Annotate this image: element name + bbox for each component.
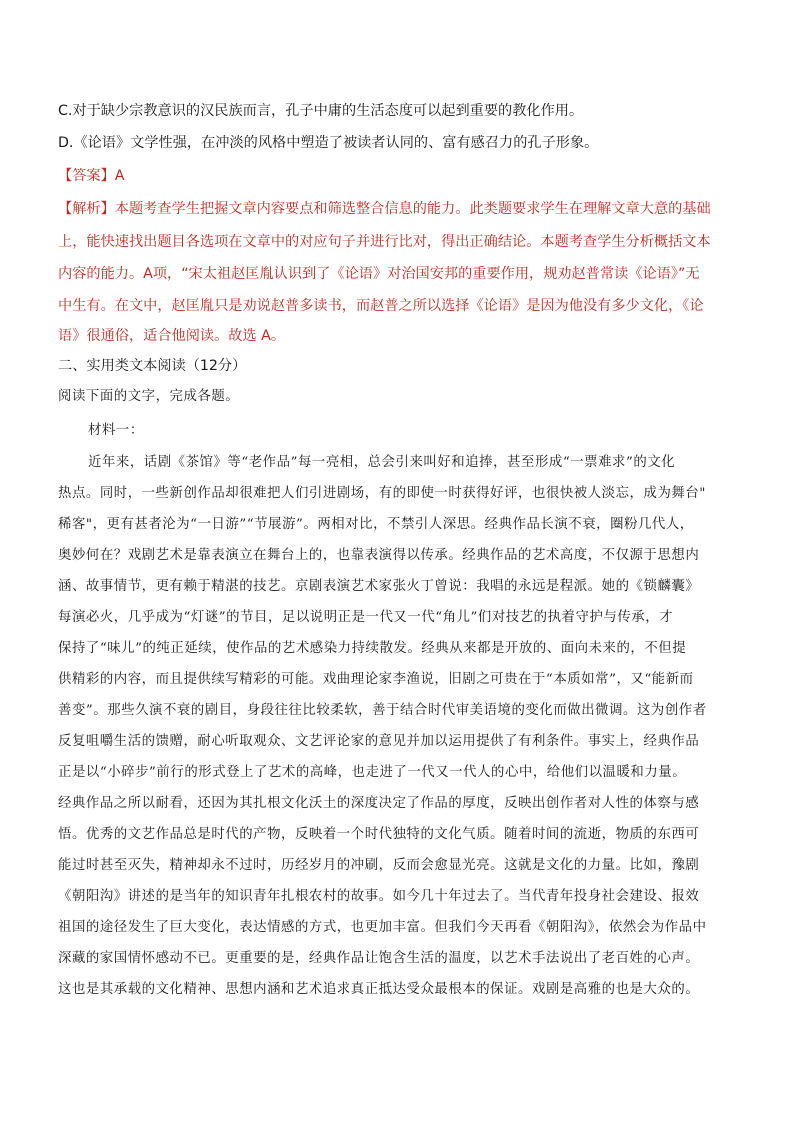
analysis-line: 内容的能力。A项，“宋太祖赵匡胤认识到了《论语》对治国安邦的重要作用，规劝赵普常读《论语》”无 (58, 266, 700, 282)
passage-line: 这也是其承载的文化精神、思想内涵和艺术追求真正抵达受众最根本的保证。戏剧是高雅的也是大众的。 (58, 982, 700, 997)
passage-line: 善变”。那些久演不衰的剧目，身段往往比较柔软，善于结合时代审美语境的变化而做出微调。这为创作者 (58, 703, 707, 718)
passage-line: 深藏的家国情怀感动不已。更重要的是，经典作品让饱含生活的温度，以艺术手法说出了老百姓的心声。 (58, 951, 700, 966)
analysis-line: 上，能快速找出题目各选项在文章中的对应句子并进行比对，得出正确结论。本题考查学生分析概括文本 (58, 234, 711, 250)
passage-line: 奥妙何在？戏剧艺术是靠表演立在舞台上的，也靠表演得以传承。经典作品的艺术高度，不仅源于思想内 (58, 548, 700, 563)
passage-line: 正是以“小碎步”前行的形式登上了艺术的高峰，也走进了一代又一代人的心中，给他们以温暖和力量。 (58, 765, 687, 780)
analysis-line: 中生有。在文中，赵匡胤只是劝说赵普多读书，而赵普之所以选择《论语》是因为他没有多少文化，《论 (58, 298, 704, 314)
passage-line: 热点。同时，一些新创作品却很难把人们引进剧场，有的即使一时获得好评，也很快被人淡忘，成为舞台" (58, 486, 706, 501)
answer-value: A (114, 168, 125, 184)
passage-line: 能过时甚至灭失，精神却永不过时，历经岁月的冲刷，反而会愈显光亮。这就是文化的力量。比如，豫剧 (58, 858, 700, 873)
passage-line: 反复咀嚼生活的馈赠，耐心听取观众、文艺评论家的意见并加以运用提供了有利条件。事实上，经典作品 (58, 734, 700, 749)
analysis-label: 【解析】 (58, 201, 115, 217)
passage-line: 每演必火，几乎成为“灯谜”的节目，足以说明正是一代又一代“角儿”们对技艺的执着守护与传承，才 (58, 610, 674, 625)
passage-line: 悟。优秀的文艺作品总是时代的产物，反映着一个时代独特的文化气质。随着时间的流逝，物质的东西可 (58, 827, 700, 842)
option-c: C.对于缺少宗教意识的汉民族而言，孔子中庸的生活态度可以起到重要的教化作用。 (58, 103, 584, 119)
passage-line: 供精彩的内容，而且提供续写精彩的可能。戏曲理论家李渔说，旧剧之可贵在于“本质如常”，又“能新而 (58, 672, 694, 687)
option-d: D.《论语》文学性强，在冲淡的风格中塑造了被读者认同的、富有感召力的孔子形象。 (58, 135, 599, 151)
analysis-text: 本题考查学生把握文章内容要点和筛选整合信息的能力。此类题要求学生在理解文章大意的基础 (114, 201, 711, 217)
section-heading: 二、实用类文本阅读（12分） (58, 358, 247, 374)
analysis-line (58, 199, 711, 219)
passage-line: 经典作品之所以耐看，还因为其扎根文化沃土的深度决定了作品的厚度，反映出创作者对人性的体察与感 (58, 796, 700, 811)
analysis-line: 语》很通俗，适合他阅读。故选 A。 (58, 328, 286, 344)
passage-line: 稀客"，更有甚者沦为“一日游”“节展游”。两相对比，不禁引人深思。经典作品长演不衰，圈粉几代人， (58, 517, 694, 532)
passage-line: 涵、故事情节，更有赖于精湛的技艺。京剧表演艺术家张火丁曾说：我唱的永远是程派。她的《锁麟囊》 (58, 579, 700, 594)
passage-line: 《朝阳沟》讲述的是当年的知识青年扎根农村的故事。如今几十年过去了。当代青年投身社会建设、报效 (58, 889, 700, 904)
section-instruction: 阅读下面的文字，完成各题。 (58, 389, 240, 404)
answer-label: 【答案】 (58, 168, 115, 184)
passage-line: 近年来，话剧《茶馆》等“老作品”每一亮相，总会引来叫好和追捧，甚至形成“一票难求”的文化 (88, 455, 676, 470)
material-label: 材料一： (88, 423, 144, 438)
passage-line: 祖国的途径发生了巨大变化，表达情感的方式，也更加丰富。但我们今天再看《朝阳沟》，依然会为作品中 (58, 920, 707, 935)
answer-line (58, 166, 124, 186)
passage-line: 保持了“味儿”的纯正延续，使作品的艺术感染力持续散发。经典从来都是开放的、面向未来的，不但提 (58, 641, 687, 656)
